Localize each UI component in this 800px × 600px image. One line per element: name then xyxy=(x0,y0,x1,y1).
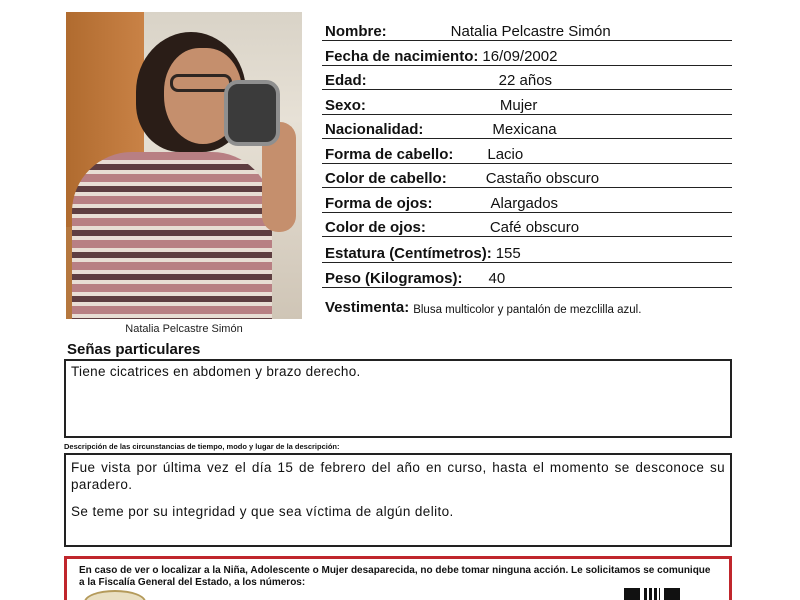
field-row-vestimenta xyxy=(322,288,732,316)
field-row-color-ojos xyxy=(322,213,732,238)
field-row-color-cabello xyxy=(322,164,732,189)
field-label: Nombre: xyxy=(325,23,387,40)
field-row-fecha xyxy=(322,41,732,66)
senas-box xyxy=(64,359,732,438)
qr-code-icon xyxy=(624,588,680,600)
descripcion-paragraph-2: Se teme por su integridad y que sea víctima de algún delito. xyxy=(71,504,454,519)
field-row-sexo xyxy=(322,90,732,115)
missing-person-photo xyxy=(66,12,302,319)
photo-caption: Natalia Pelcastre Simón xyxy=(125,323,243,335)
field-value: Blusa multicolor y pantalón de mezclilla azul. xyxy=(413,303,642,316)
field-row-estatura xyxy=(322,237,732,263)
field-label: Sexo: xyxy=(325,96,366,114)
field-label: Color de ojos: xyxy=(325,219,426,236)
field-label: Forma de ojos: xyxy=(325,194,433,212)
senas-title: Señas particulares xyxy=(67,341,201,358)
field-row-peso xyxy=(322,263,732,288)
field-value: 16/09/2002 xyxy=(482,47,558,65)
alert-text: En caso de ver o localizar a la Niña, Adolescente o Mujer desaparecida, no debe tomar ninguna acción. Le solicitamos se comunique a la Fiscalía General del Estado, a los números: xyxy=(79,565,711,588)
field-row-forma-ojos xyxy=(322,188,732,213)
field-row-edad xyxy=(322,66,732,91)
field-row-nacionalidad xyxy=(322,115,732,140)
field-value: Lacio xyxy=(487,145,524,163)
field-value: Mexicana xyxy=(492,121,557,138)
field-value: Mujer xyxy=(499,96,538,114)
field-label: Estatura (Centímetros): xyxy=(325,245,492,262)
field-label: Color de cabello: xyxy=(325,170,447,187)
field-label: Peso (Kilogramos): xyxy=(325,269,463,287)
senas-text: Tiene cicatrices en abdomen y brazo derecho. xyxy=(71,364,361,379)
field-label: Nacionalidad: xyxy=(325,121,424,138)
field-value: 155 xyxy=(495,245,521,262)
field-value: Alargados xyxy=(490,194,559,212)
field-label: Fecha de nacimiento: xyxy=(325,47,479,65)
descripcion-box xyxy=(64,453,732,547)
descripcion-label: Descripción de las circunstancias de tiempo, modo y lugar de la descripción: xyxy=(64,442,340,451)
field-row-nombre xyxy=(322,13,732,41)
field-label: Forma de cabello: xyxy=(325,145,454,163)
info-table xyxy=(322,13,732,316)
field-row-forma-cabello xyxy=(322,139,732,164)
field-label: Edad: xyxy=(325,72,367,89)
descripcion-paragraph-1: Fue vista por última vez el día 15 de febrero del año en curso, hasta el momento se desconoce su paradero. xyxy=(71,460,725,492)
field-value: Natalia Pelcastre Simón xyxy=(450,23,611,40)
field-value: Castaño obscuro xyxy=(485,170,600,187)
field-value: 22 años xyxy=(498,72,553,89)
field-value: 40 xyxy=(488,269,506,287)
field-value: Café obscuro xyxy=(489,219,580,236)
field-label: Vestimenta: xyxy=(325,298,410,316)
